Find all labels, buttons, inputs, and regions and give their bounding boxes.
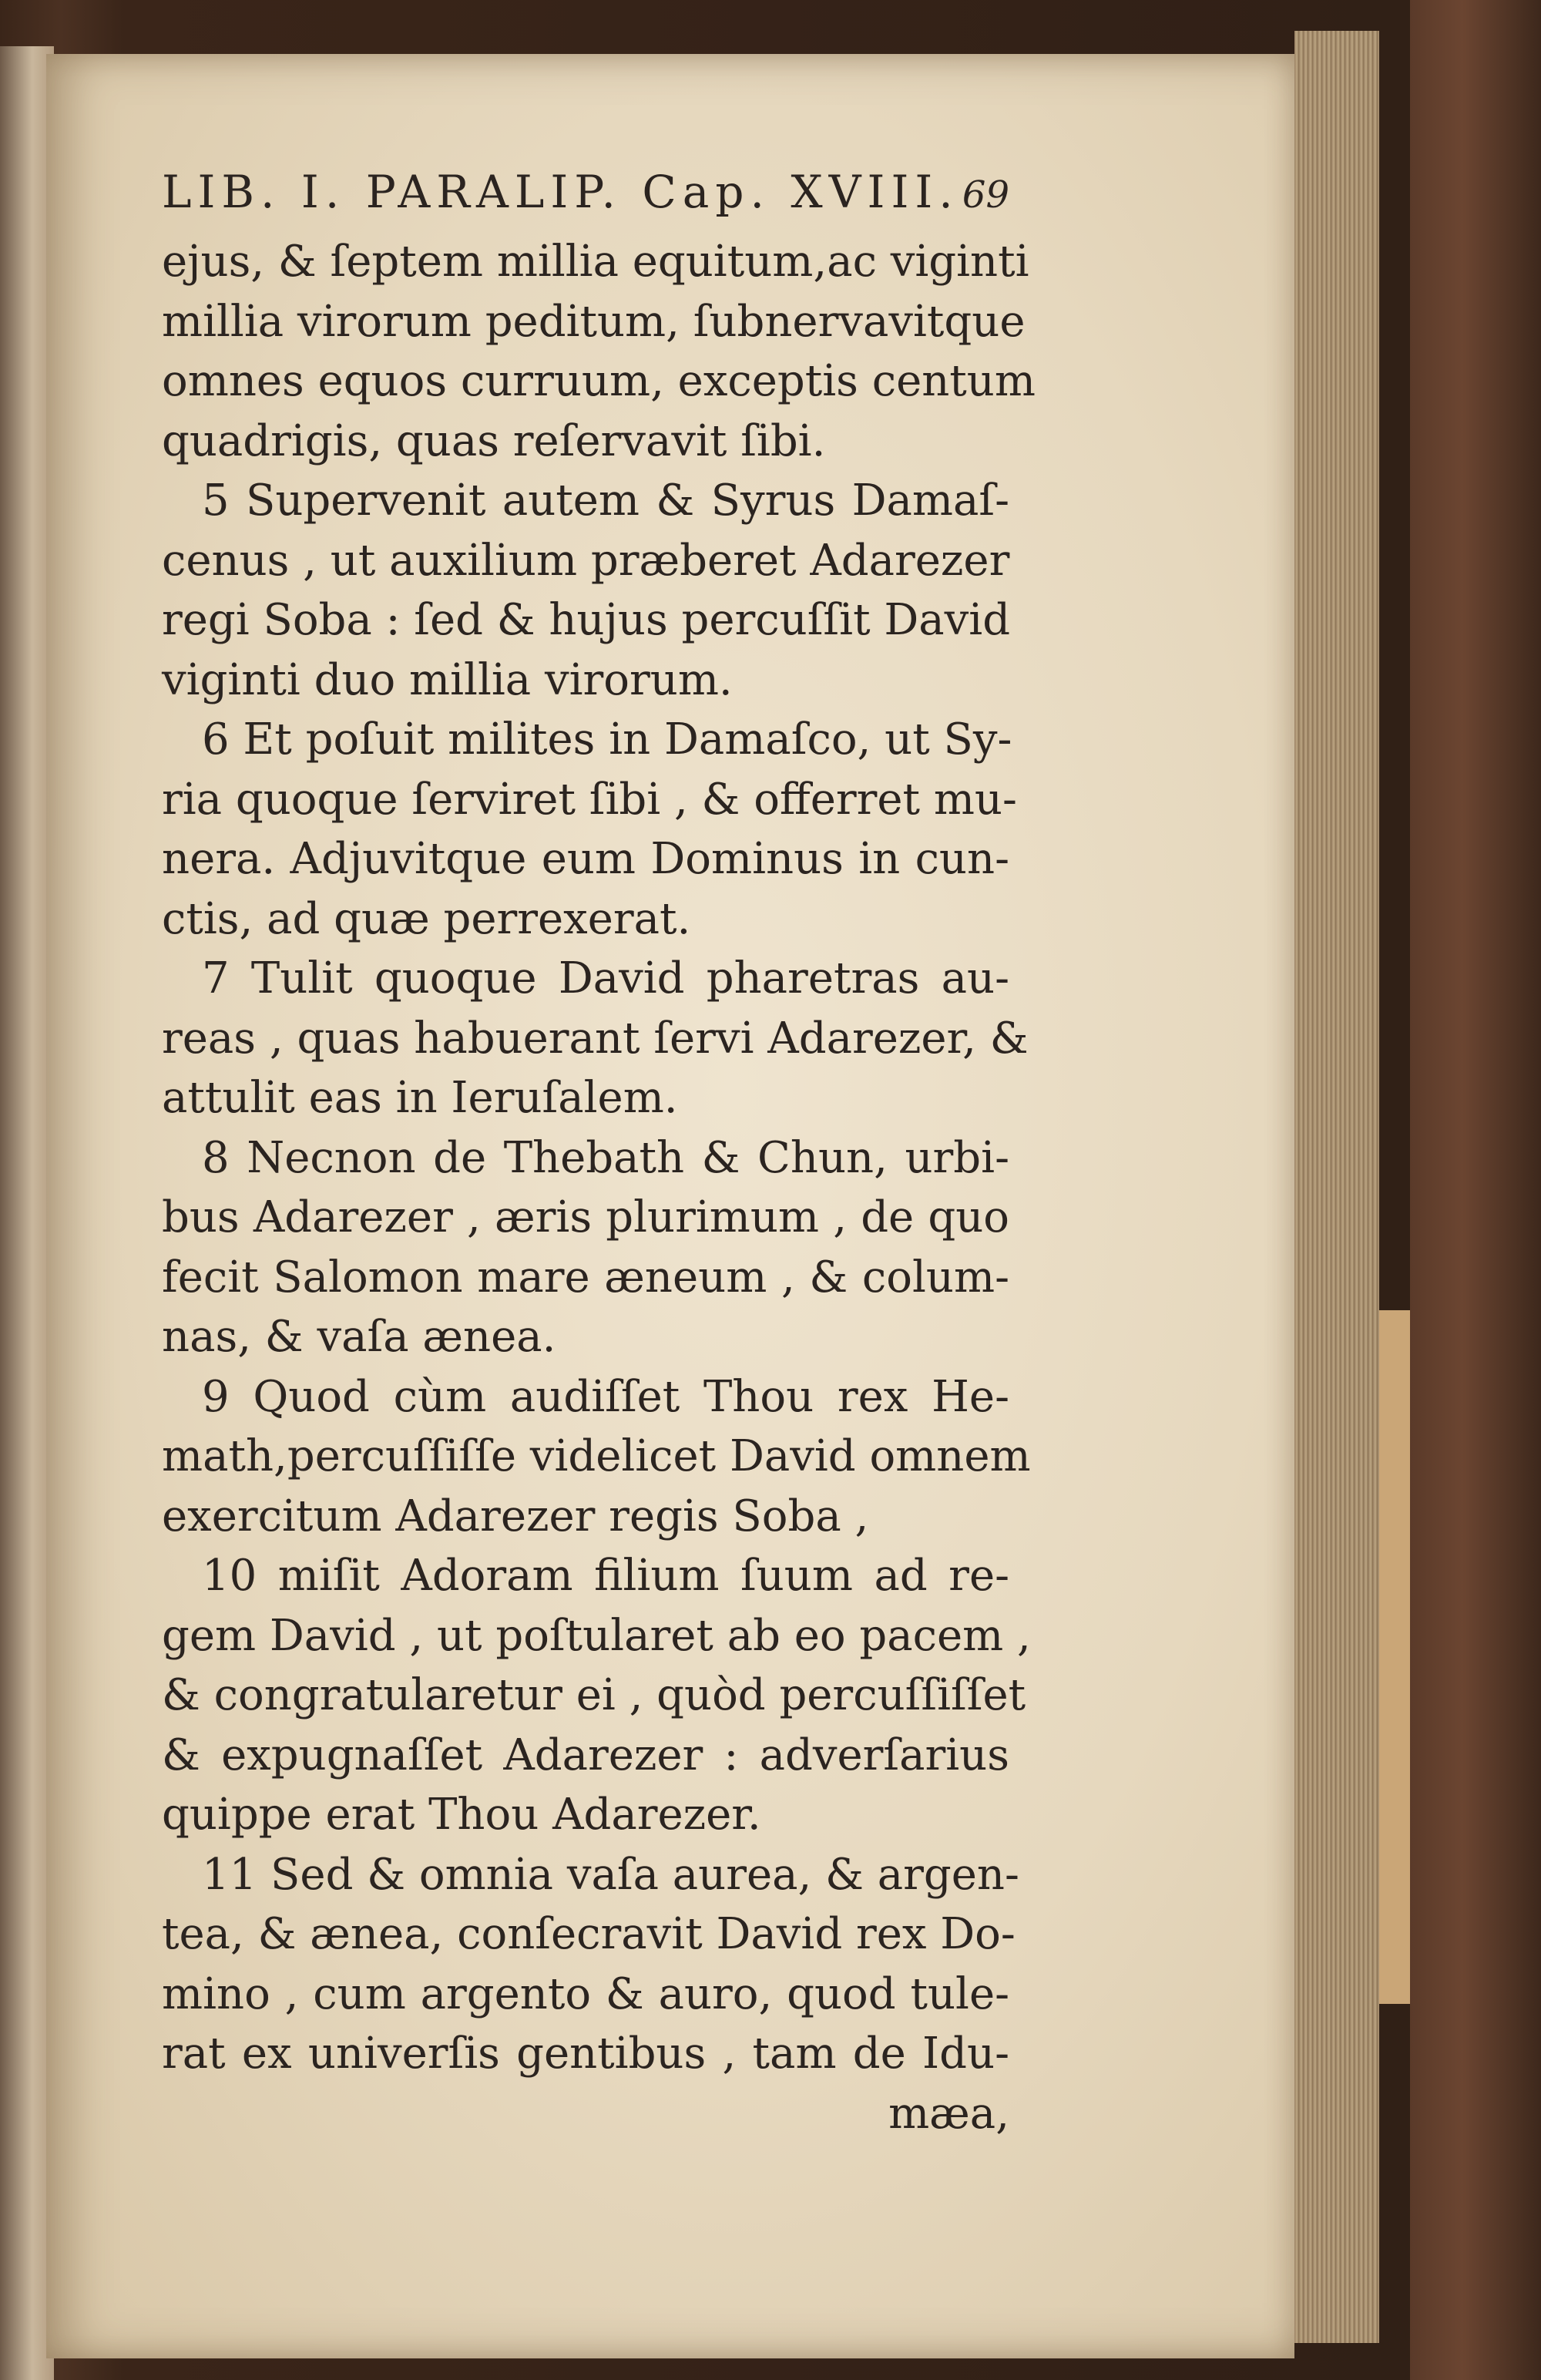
text-line: exercitum Adarezer regis Soba ,	[162, 1491, 869, 1541]
text-line: rat ex univerſis gentibus , tam de Idu-	[162, 2029, 1009, 2079]
text-line: ctis, ad quæ perrexerat.	[162, 893, 691, 944]
text-line: millia virorum peditum, ſubnervavitque	[162, 296, 1026, 347]
text-line: mino , cum argento & auro, quod tule-	[162, 1968, 1009, 2019]
text-line: viginti duo millia virorum.	[162, 654, 733, 705]
book-cover	[1410, 0, 1541, 2380]
text-line: ejus, & ſeptem millia equitum,ac viginti	[162, 237, 1029, 287]
text-line: attulit eas in Ieruſalem.	[162, 1073, 678, 1123]
text-line: & congratularetur ei , quòd percuſſiſſet	[162, 1670, 1026, 1720]
text-line: quippe erat Thou Adarezer.	[162, 1790, 761, 1840]
page-header	[162, 166, 1009, 224]
page-text-block	[162, 166, 1036, 2148]
text-line: gem David , ut poſtularet ab eo pacem ,	[162, 1610, 1031, 1661]
text-line: tea, & ænea, conſecravit David rex Do-	[162, 1909, 1016, 1959]
verse-start-line: 11 Sed & omnia vaſa aurea, & argen-	[202, 1849, 1019, 1900]
text-line: cenus , ut auxilium præberet Adarezer	[162, 535, 1010, 586]
text-line: math,percuſſiſſe videlicet David omnem	[162, 1431, 1031, 1481]
text-line: omnes equos curruum, exceptis centum	[162, 356, 1036, 406]
text-line: fecit Salomon mare æneum , & colum-	[162, 1252, 1009, 1303]
body-text	[162, 232, 1036, 2084]
text-line: regi Soba : ſed & hujus percuſſit David	[162, 595, 1011, 645]
text-line: nas, & vaſa ænea.	[162, 1312, 556, 1362]
text-line: ria quoque ſerviret ſibi , & offerret mu-	[162, 774, 1017, 825]
verse-start-line: 5 Supervenit autem & Syrus Damaſ-	[202, 476, 1009, 526]
verse-start-line: 9 Quod cùm audiſſet Thou rex He-	[202, 1371, 1009, 1422]
catchword: mæa,	[888, 2088, 1009, 2139]
text-line: reas , quas habuerant ſervi Adarezer, &	[162, 1013, 1029, 1064]
verse-start-line: 7 Tulit quoque David pharetras au-	[202, 953, 1009, 1003]
verse-start-line: 6 Et poſuit milites in Damaſco, ut Sy-	[202, 714, 1012, 765]
text-line: quadrigis, quas reſervavit ſibi.	[162, 415, 826, 466]
verse-start-line: 10 miſit Adoram filium ſuum ad re-	[202, 1551, 1009, 1601]
verse-start-line: 8 Necnon de Thebath & Chun, urbi-	[202, 1132, 1009, 1183]
page-fore-edge	[1294, 31, 1379, 2343]
text-line: & expugnaſſet Adarezer : adverſarius	[162, 1730, 1009, 1780]
text-line: nera. Adjuvitque eum Dominus in cun-	[162, 834, 1009, 884]
running-head: LIB. I. PARALIP. Cap. XVIII.	[162, 166, 959, 218]
page-number: 69	[962, 173, 1009, 217]
bookmark-strip	[1379, 1310, 1410, 2004]
text-line: bus Adarezer , æris plurimum , de quo	[162, 1192, 1009, 1242]
